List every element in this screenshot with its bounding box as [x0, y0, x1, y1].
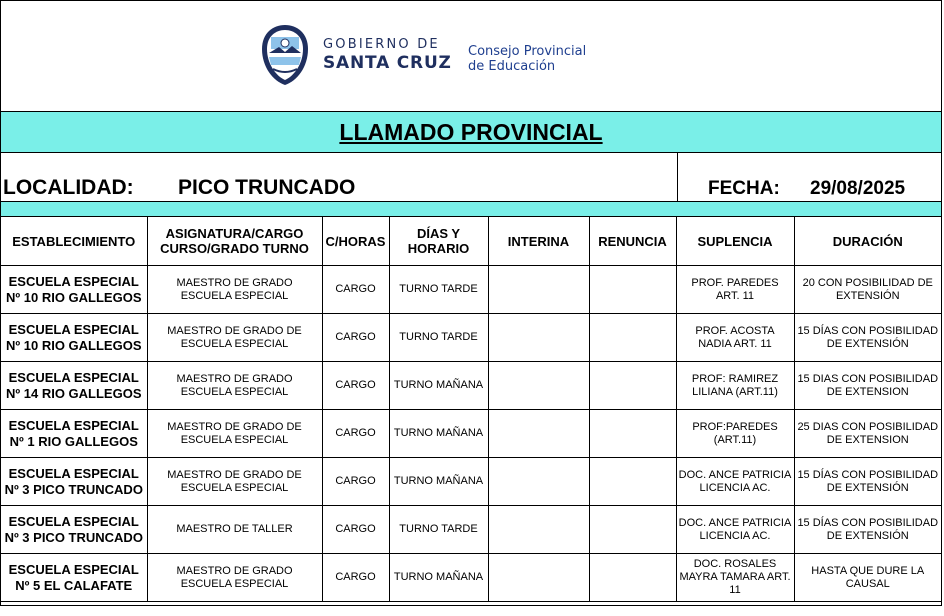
table-row	[1, 266, 941, 314]
table-row	[1, 554, 941, 602]
asignatura-cell: MAESTRO DE GRADO DE ESCUELA ESPECIAL	[147, 410, 322, 458]
table-row	[1, 314, 941, 362]
horas-cell: CARGO	[322, 458, 389, 506]
renuncia-cell	[589, 362, 676, 410]
interina-cell	[488, 458, 589, 506]
fecha-box	[677, 153, 941, 201]
interina-cell	[488, 410, 589, 458]
renuncia-cell	[589, 266, 676, 314]
horas-cell: CARGO	[322, 506, 389, 554]
establecimiento-cell: ESCUELA ESPECIAL Nº 10 RIO GALLEGOS	[1, 266, 147, 314]
horario-cell: TURNO MAÑANA	[389, 410, 488, 458]
column-header: C/HORAS	[322, 217, 389, 266]
table-row	[1, 410, 941, 458]
localidad-label: LOCALIDAD:	[3, 176, 134, 199]
duracion-cell: 15 DÍAS CON POSIBILIDAD DE EXTENSIÓN	[794, 314, 941, 362]
suplencia-cell: PROF: RAMIREZ LILIANA (ART.11)	[676, 362, 794, 410]
renuncia-cell	[589, 506, 676, 554]
establecimiento-cell: ESCUELA ESPECIAL Nº 3 PICO TRUNCADO	[1, 506, 147, 554]
renuncia-cell	[589, 458, 676, 506]
renuncia-cell	[589, 554, 676, 602]
duracion-cell: 15 DÍAS CON POSIBILIDAD DE EXTENSIÓN	[794, 506, 941, 554]
renuncia-cell	[589, 314, 676, 362]
horario-cell: TURNO MAÑANA	[389, 554, 488, 602]
gobierno-logo	[259, 23, 452, 87]
column-header: SUPLENCIA	[676, 217, 794, 266]
horas-cell: CARGO	[322, 266, 389, 314]
duracion-cell: 15 DIAS CON POSIBILIDAD DE EXTENSION	[794, 362, 941, 410]
column-header: DÍAS Y HORARIO	[389, 217, 488, 266]
table-header-row	[1, 217, 941, 266]
horario-cell: TURNO MAÑANA	[389, 362, 488, 410]
establecimiento-cell: ESCUELA ESPECIAL Nº 1 RIO GALLEGOS	[1, 410, 147, 458]
column-header: DURACIÓN	[794, 217, 941, 266]
fecha-value: 29/08/2025	[810, 178, 906, 199]
column-header: RENUNCIA	[589, 217, 676, 266]
fecha-label: FECHA:	[708, 178, 780, 199]
consejo-line-2: de Educación	[468, 59, 556, 74]
asignatura-cell: MAESTRO DE GRADO DE ESCUELA ESPECIAL	[147, 314, 322, 362]
column-header: INTERINA	[488, 217, 589, 266]
duracion-cell: HASTA QUE DURE LA CAUSAL	[794, 554, 941, 602]
horario-cell: TURNO TARDE	[389, 266, 488, 314]
horario-cell: TURNO TARDE	[389, 506, 488, 554]
horas-cell: CARGO	[322, 362, 389, 410]
horas-cell: CARGO	[322, 410, 389, 458]
interina-cell	[488, 314, 589, 362]
llamado-table	[1, 217, 941, 602]
table-row	[1, 506, 941, 554]
duracion-cell: 20 CON POSIBILIDAD DE EXTENSIÓN	[794, 266, 941, 314]
santa-cruz-text: SANTA CRUZ	[323, 53, 452, 73]
suplencia-cell: PROF. PAREDES ART. 11	[676, 266, 794, 314]
localidad-value: PICO TRUNCADO	[178, 176, 356, 199]
asignatura-cell: MAESTRO DE TALLER	[147, 506, 322, 554]
establecimiento-cell: ESCUELA ESPECIAL Nº 3 PICO TRUNCADO	[1, 458, 147, 506]
asignatura-cell: MAESTRO DE GRADO DE ESCUELA ESPECIAL	[147, 458, 322, 506]
establecimiento-cell: ESCUELA ESPECIAL Nº 10 RIO GALLEGOS	[1, 314, 147, 362]
provincial-seal-icon	[259, 23, 311, 87]
suplencia-cell: DOC. ROSALES MAYRA TAMARA ART. 11	[676, 554, 794, 602]
gobierno-de-text: GOBIERNO DE	[323, 37, 440, 52]
page-title: LLAMADO PROVINCIAL	[339, 118, 603, 145]
asignatura-cell: MAESTRO DE GRADO ESCUELA ESPECIAL	[147, 554, 322, 602]
horas-cell: CARGO	[322, 314, 389, 362]
consejo-line-1: Consejo Provincial	[468, 44, 587, 59]
suplencia-cell: DOC. ANCE PATRICIA LICENCIA AC.	[676, 506, 794, 554]
interina-cell	[488, 506, 589, 554]
suplencia-cell: DOC. ANCE PATRICIA LICENCIA AC.	[676, 458, 794, 506]
establecimiento-cell: ESCUELA ESPECIAL Nº 5 EL CALAFATE	[1, 554, 147, 602]
interina-cell	[488, 266, 589, 314]
column-header: ASIGNATURA/CARGO CURSO/GRADO TURNO	[147, 217, 322, 266]
horas-cell: CARGO	[322, 554, 389, 602]
horario-cell: TURNO TARDE	[389, 314, 488, 362]
duracion-cell: 15 DÍAS CON POSIBILIDAD DE EXTENSIÓN	[794, 458, 941, 506]
renuncia-cell	[589, 410, 676, 458]
horario-cell: TURNO MAÑANA	[389, 458, 488, 506]
suplencia-cell: PROF:PAREDES (ART.11)	[676, 410, 794, 458]
asignatura-cell: MAESTRO DE GRADO ESCUELA ESPECIAL	[147, 362, 322, 410]
consejo-text	[468, 44, 586, 74]
establecimiento-cell: ESCUELA ESPECIAL Nº 14 RIO GALLEGOS	[1, 362, 147, 410]
suplencia-cell: PROF. ACOSTA NADIA ART. 11	[676, 314, 794, 362]
separator-strip	[1, 202, 941, 217]
interina-cell	[488, 554, 589, 602]
asignatura-cell: MAESTRO DE GRADO ESCUELA ESPECIAL	[147, 266, 322, 314]
table-row	[1, 362, 941, 410]
interina-cell	[488, 362, 589, 410]
localidad-row	[1, 153, 941, 202]
document-header	[1, 1, 941, 112]
table-row	[1, 458, 941, 506]
title-band	[1, 112, 941, 153]
column-header: ESTABLECIMIENTO	[1, 217, 147, 266]
duracion-cell: 25 DIAS CON POSIBILIDAD DE EXTENSION	[794, 410, 941, 458]
